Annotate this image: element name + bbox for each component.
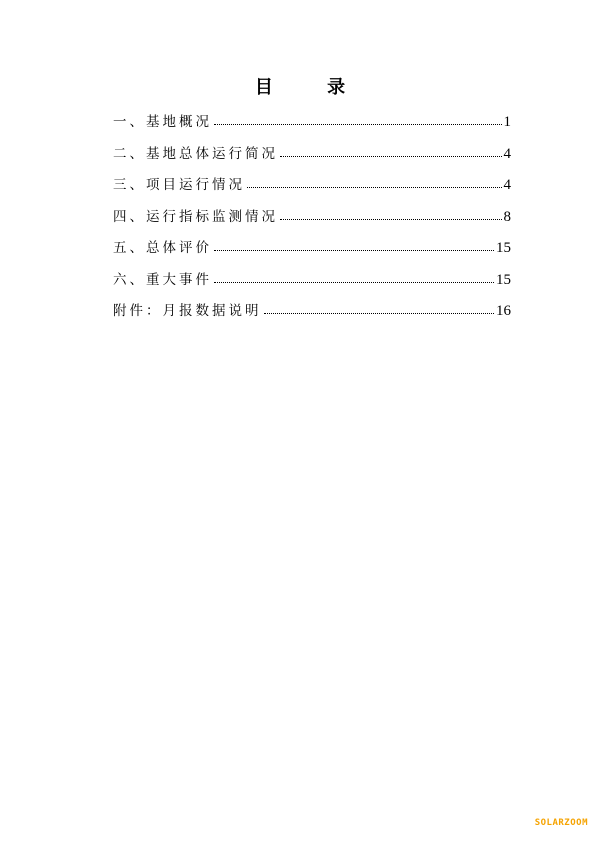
toc-entry-label: 三、项目运行情况 bbox=[113, 177, 245, 193]
toc-dot-leader bbox=[247, 187, 502, 188]
toc-entry-label: 一、基地概况 bbox=[113, 114, 212, 130]
toc-entry-3 bbox=[113, 173, 511, 205]
toc-entry-6 bbox=[113, 268, 511, 300]
toc-entry-5 bbox=[113, 236, 511, 268]
toc-entry-2 bbox=[113, 142, 511, 174]
toc-entry-label: 六、重大事件 bbox=[113, 271, 212, 288]
toc-entry-page: 4 bbox=[503, 177, 511, 193]
table-of-contents bbox=[113, 110, 511, 331]
toc-dot-leader bbox=[264, 313, 495, 314]
toc-entry-page: 1 bbox=[503, 114, 511, 130]
toc-entry-1 bbox=[113, 110, 511, 142]
toc-entry-page: 4 bbox=[503, 145, 511, 162]
toc-entry-4 bbox=[113, 205, 511, 237]
toc-dot-leader bbox=[280, 219, 502, 220]
toc-dot-leader bbox=[214, 124, 502, 125]
toc-entry-label: 五、总体评价 bbox=[113, 240, 212, 256]
page-title: 目 录 bbox=[254, 77, 370, 98]
toc-entry-7 bbox=[113, 299, 511, 331]
toc-entry-label: 附件：月报数据说明 bbox=[113, 303, 262, 319]
toc-dot-leader bbox=[280, 156, 502, 157]
toc-entry-page: 16 bbox=[496, 303, 511, 319]
toc-dot-leader bbox=[214, 282, 494, 283]
solarzoom-watermark: SOLARZOOM bbox=[534, 818, 588, 828]
toc-entry-page: 8 bbox=[503, 208, 511, 225]
toc-dot-leader bbox=[214, 250, 494, 251]
toc-entry-label: 二、基地总体运行简况 bbox=[113, 145, 278, 162]
toc-entry-page: 15 bbox=[496, 240, 511, 256]
toc-entry-page: 15 bbox=[496, 271, 511, 288]
toc-entry-label: 四、运行指标监测情况 bbox=[113, 208, 278, 225]
